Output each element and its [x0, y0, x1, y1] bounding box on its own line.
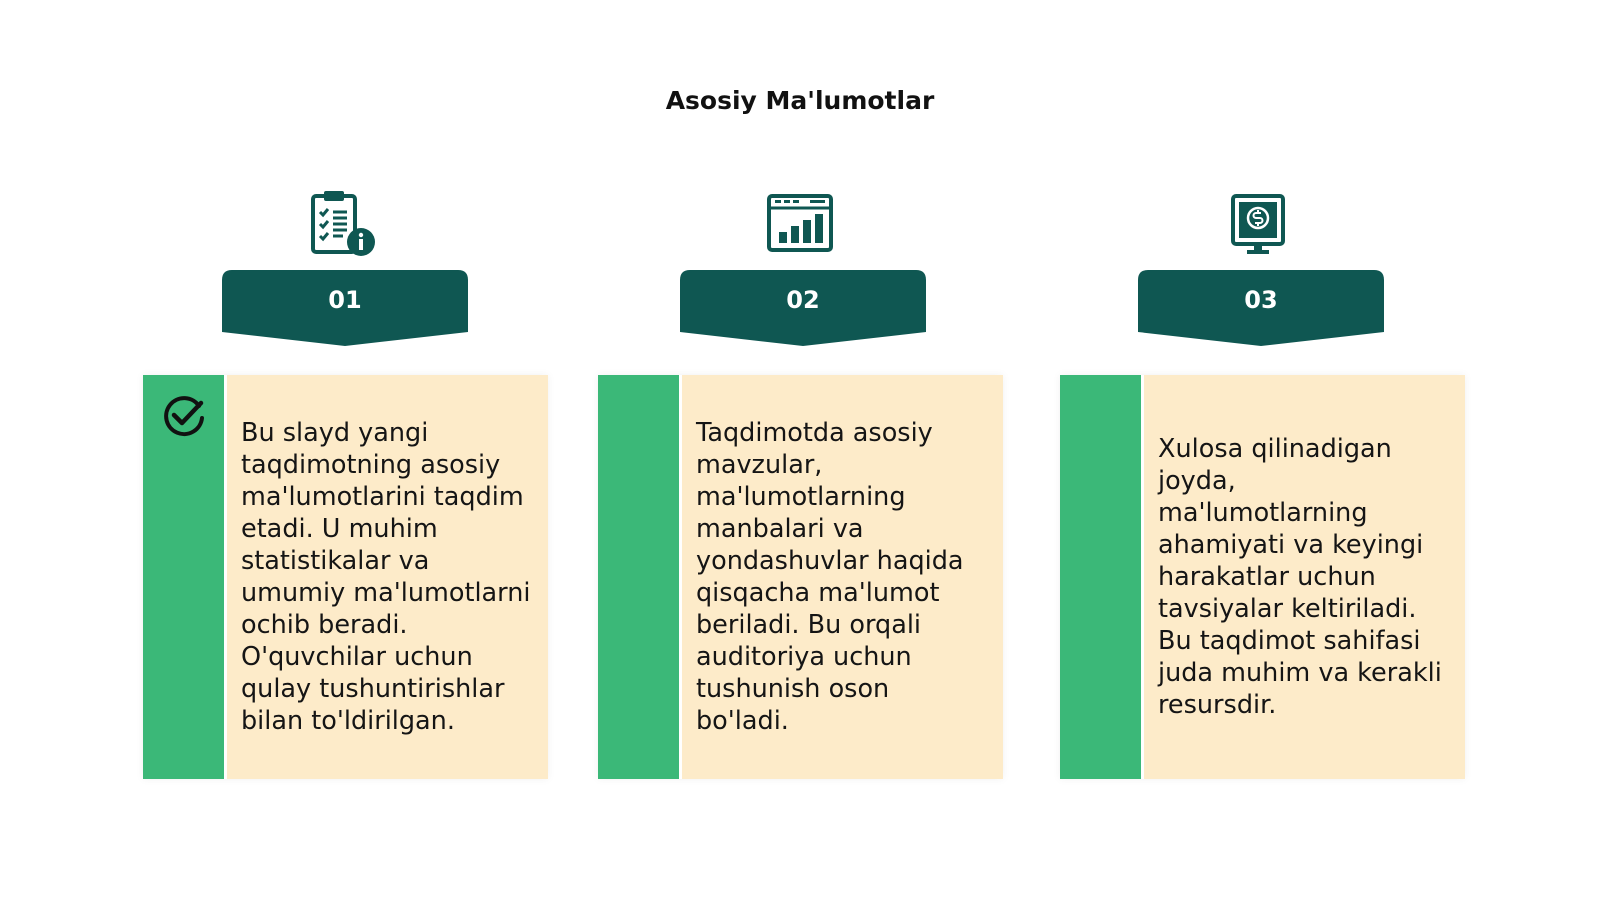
- step-card-01: [143, 375, 548, 779]
- card-accent-bar: [143, 375, 224, 779]
- step-number: 02: [786, 286, 820, 314]
- card-accent-bar: [1060, 375, 1141, 779]
- card-text: Xulosa qilinadigan joyda, ma'lumotlarning ahamiyati va keyingi harakatlar uchun tavsiyalar keltiriladi. Bu taqdimot sahifasi juda muhim va kerakli resursdir.: [1158, 434, 1442, 720]
- card-text: Taqdimotda asosiy mavzular, ma'lumotlarning manbalari va yondashuvlar haqida qisqacha ma'lumot beriladi. Bu orqali auditoriya uchun tushunish oson bo'ladi.: [696, 418, 964, 736]
- slide-title: Asosiy Ma'lumotlar: [665, 86, 935, 115]
- card-accent-bar: [598, 375, 679, 779]
- step-badge-01: [222, 270, 468, 346]
- card-body: [227, 375, 548, 779]
- step-number: 01: [328, 286, 362, 314]
- step-number: 03: [1244, 286, 1278, 314]
- checklist-info-icon: [309, 188, 381, 260]
- card-body: [682, 375, 1003, 779]
- card-body: [1144, 375, 1465, 779]
- step-badge-02: [680, 270, 926, 346]
- step-badge-03: [1138, 270, 1384, 346]
- bar-chart-window-icon: [764, 188, 836, 260]
- step-card-02: [598, 375, 1003, 779]
- step-card-03: [1060, 375, 1465, 779]
- check-circle-icon: [161, 393, 207, 439]
- card-text: Bu slayd yangi taqdimotning asosiy ma'lumotlarini taqdim etadi. U muhim statistikalar va umumiy ma'lumotlarni ochib beradi. O'quvchilar uchun qulay tushuntirishlar bilan to'ldirilgan.: [241, 418, 531, 736]
- money-monitor-icon: [1223, 188, 1295, 260]
